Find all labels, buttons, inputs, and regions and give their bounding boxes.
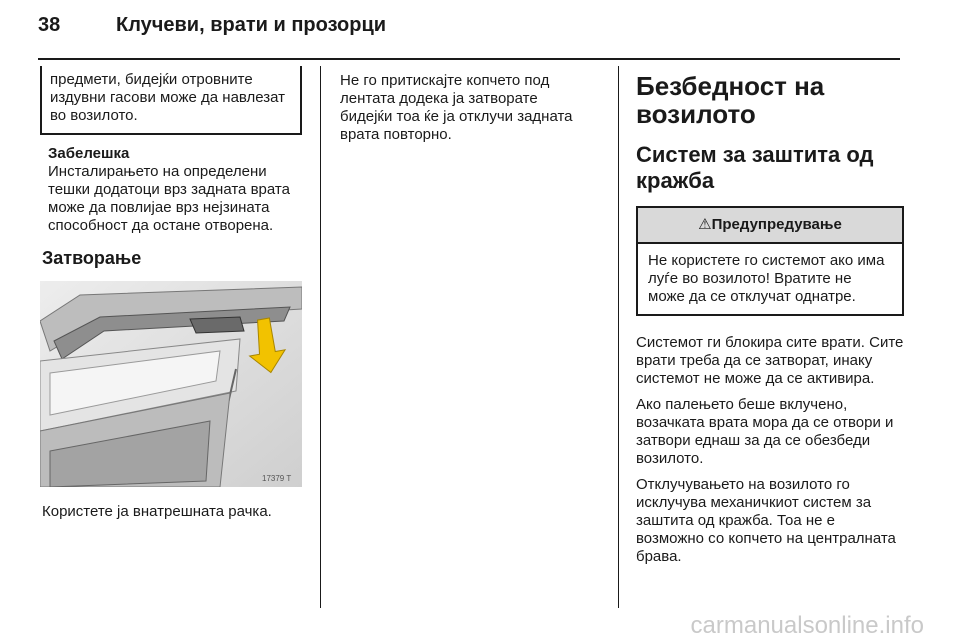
continued-warning-box <box>40 66 302 135</box>
note-text: Инсталирањето на определени тешки додатоци врз задната врата може да повлијае врз нејзината способност да остане отворена. <box>48 163 290 234</box>
warning-title: Предупредување <box>711 216 842 233</box>
warning-triangle-icon: ⚠ <box>698 216 712 233</box>
paragraph-2: Ако палењето беше вклучено, возачката врата мора да се отвори и затвори еднаш за да се обезбеди возилото. <box>636 396 894 467</box>
page-number: 38 <box>38 14 61 36</box>
warning-text: Не користете го системот ако има луѓе во возилото! Вратите не може да се отклучат однатре. <box>648 252 885 305</box>
closing-instructions: Не го притискајте копчето под лентата додека ја затворате бидејќи тоа ќе ја отклучи задната врата повторно. <box>340 72 573 143</box>
watermark: carmanualsonline.info <box>690 612 924 639</box>
page-header <box>38 14 386 37</box>
tailgate-closing-image <box>40 281 302 487</box>
tailgate-illustration <box>40 281 302 487</box>
note <box>40 145 302 235</box>
column-2 <box>340 72 592 144</box>
column-3 <box>636 72 904 566</box>
column-divider-2 <box>618 66 619 608</box>
warning-box <box>636 206 904 316</box>
section-heading-security: Безбедност на возилото <box>636 71 825 129</box>
figure-code: 17379 T <box>262 474 292 483</box>
column-divider-1 <box>320 66 321 608</box>
paragraph-1: Системот ги блокира сите врати. Сите врати треба да се затворат, инаку системот не може да се активира. <box>636 334 904 387</box>
column-1 <box>40 72 302 521</box>
figure-caption: Користете ја внатрешната рачка. <box>42 503 272 520</box>
section-heading-closing: Затворање <box>42 248 142 268</box>
warning-header <box>638 208 902 244</box>
paragraph-3: Отклучувањето на возилото го исклучува механичкиот систем за заштита од кражба. Тоа не е возможно со копчето на централната брава. <box>636 476 896 565</box>
note-title: Забелешка <box>48 145 130 162</box>
chapter-title: Клучеви, врати и прозорци <box>116 14 387 36</box>
header-rule <box>38 58 900 60</box>
subsection-heading-antitheft: Систем за заштита од кражба <box>636 142 874 193</box>
warning-box-text: предмети, бидејќи отровните издувни гасови може да навлезат во возилото. <box>50 71 286 124</box>
